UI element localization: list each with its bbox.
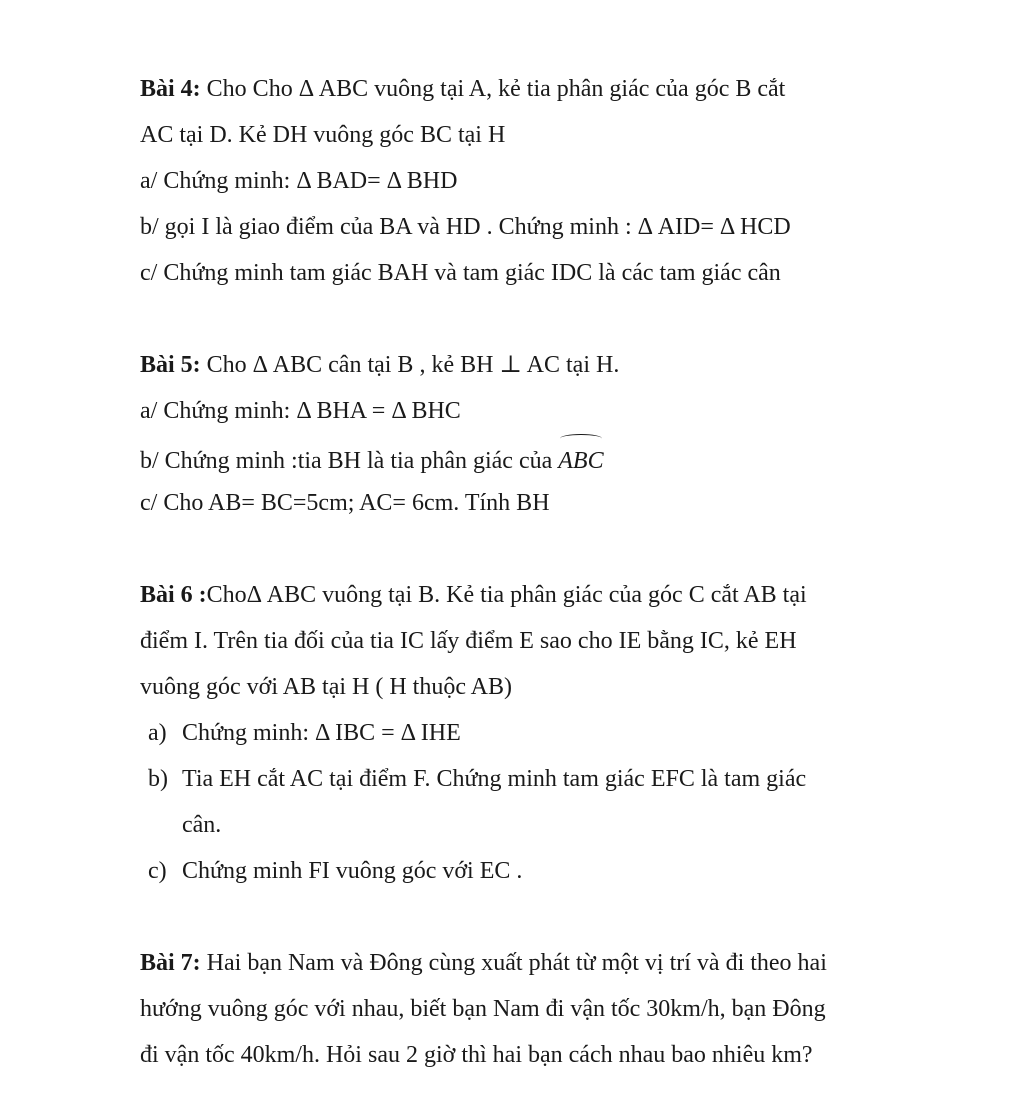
problem-7-line-1: Bài 7: Hai bạn Nam và Đông cùng xuất phát từ một vị trí và đi theo hai xyxy=(140,950,827,976)
problem-7-line-3: đi vận tốc 40km/h. Hỏi sau 2 giờ thì hai bạn cách nhau bao nhiêu km? xyxy=(140,1042,813,1068)
problem-5-part-c: c/ Cho AB= BC=5cm; AC= 6cm. Tính BH xyxy=(140,490,550,516)
problem-4-title: Bài 4: xyxy=(140,76,201,102)
problem-4-line-2: AC tại D. Kẻ DH vuông góc BC tại H xyxy=(140,122,506,148)
angle-abc: ABC xyxy=(558,434,603,484)
problem-4-part-b: b/ gọi I là giao điểm của BA và HD . Chứng minh : Δ AID= Δ HCD xyxy=(140,214,791,240)
spacer xyxy=(140,894,900,940)
problem-6-item-a: a) Chứng minh: Δ IBC = Δ IHE xyxy=(148,720,461,746)
problem-4-part-c: c/ Chứng minh tam giác BAH và tam giác IDC là các tam giác cân xyxy=(140,260,781,286)
problem-7-title: Bài 7: xyxy=(140,950,201,976)
problem-5 xyxy=(140,342,900,526)
problem-4-part-a: a/ Chứng minh: Δ BAD= Δ BHD xyxy=(140,168,458,194)
problem-5-line-1: Bài 5: Cho Δ ABC cân tại B , kẻ BH ⊥ AC tại H. xyxy=(140,352,620,378)
problem-6-line-1: Bài 6 :ChoΔ ABC vuông tại B. Kẻ tia phân giác của góc C cắt AB tại xyxy=(140,582,807,608)
document-page xyxy=(140,66,900,1078)
spacer xyxy=(140,526,900,572)
problem-6-line-3: vuông góc với AB tại H ( H thuộc AB) xyxy=(140,674,512,700)
problem-6-item-b-continued: cân. xyxy=(182,812,222,838)
problem-6-item-c: c) Chứng minh FI vuông góc với EC . xyxy=(148,858,523,884)
problem-6-line-2: điểm I. Trên tia đối của tia IC lấy điểm E sao cho IE bằng IC, kẻ EH xyxy=(140,628,797,654)
spacer xyxy=(140,296,900,342)
problem-5-title: Bài 5: xyxy=(140,352,201,378)
problem-7-line-2: hướng vuông góc với nhau, biết bạn Nam đi vận tốc 30km/h, bạn Đông xyxy=(140,996,826,1022)
problem-4-line-1: Bài 4: Cho Cho Δ ABC vuông tại A, kẻ tia phân giác của góc B cắt xyxy=(140,76,786,102)
problem-4 xyxy=(140,66,900,296)
problem-5-part-a: a/ Chứng minh: Δ BHA = Δ BHC xyxy=(140,398,461,424)
problem-7 xyxy=(140,940,900,1078)
problem-6-item-b: b) Tia EH cắt AC tại điểm F. Chứng minh tam giác EFC là tam giác xyxy=(148,766,807,792)
problem-6 xyxy=(140,572,900,894)
problem-6-title: Bài 6 : xyxy=(140,582,207,608)
problem-5-part-b: b/ Chứng minh :tia BH là tia phân giác của ABC xyxy=(140,434,900,480)
